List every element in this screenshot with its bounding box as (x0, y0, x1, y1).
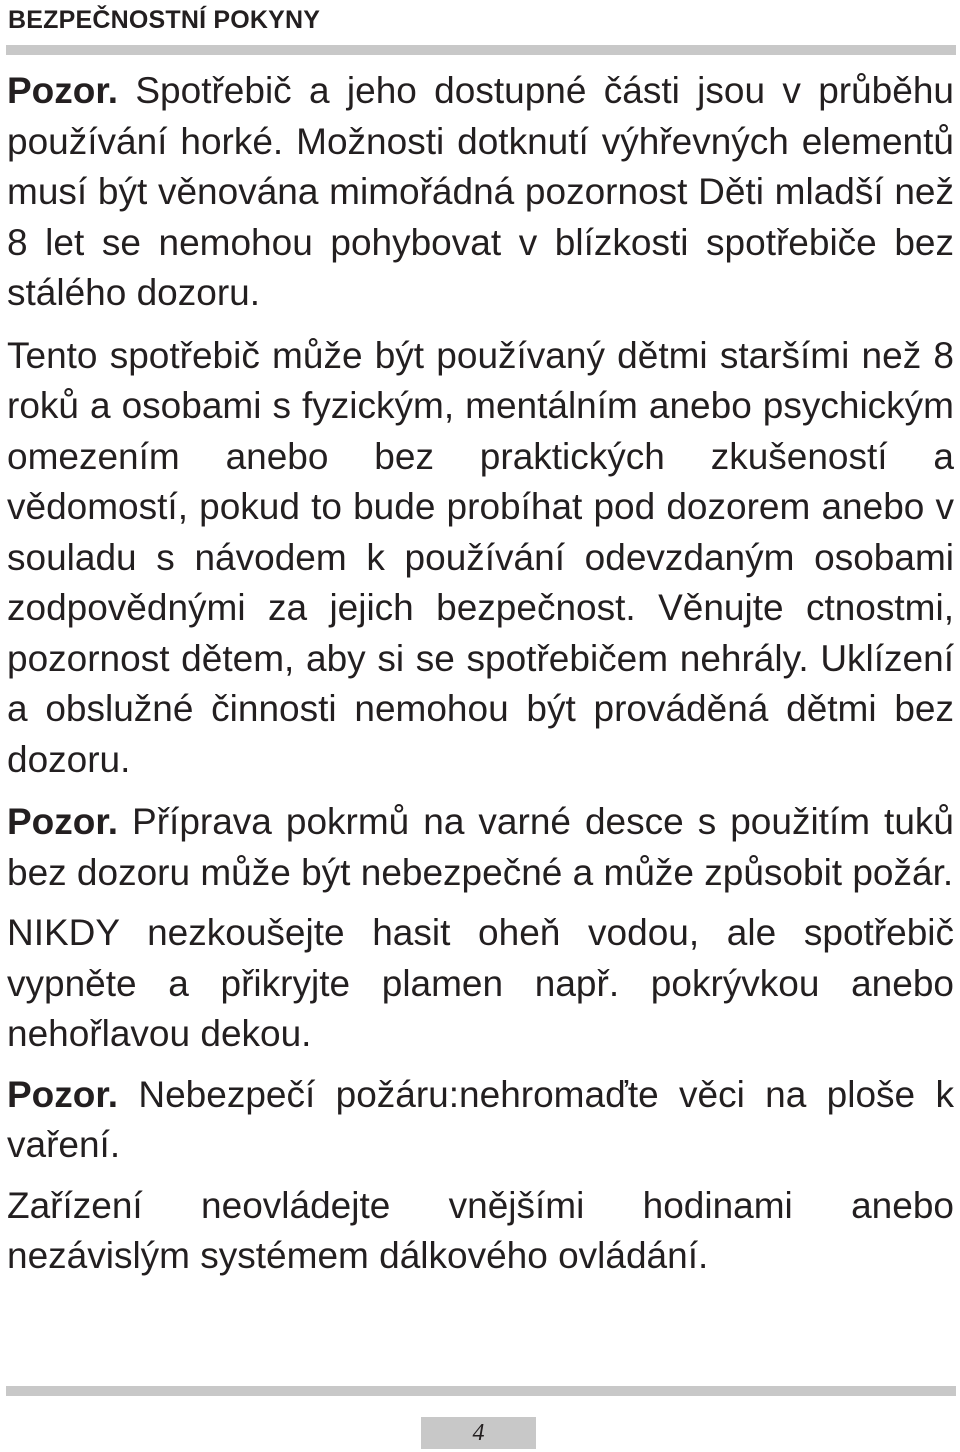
paragraph-remote-control (7, 1181, 954, 1282)
paragraph-hot-parts (7, 66, 954, 319)
paragraph-fat-cooking (7, 797, 954, 898)
header-divider (6, 45, 956, 55)
warning-label: Pozor. (7, 1073, 119, 1115)
paragraph-text: NIKDY nezkoušejte hasit oheň vodou, ale spotřebič vypněte a přikryjte plamen např. pokrývkou anebo nehořlavou dekou. (7, 912, 954, 1054)
footer-divider (6, 1386, 956, 1396)
paragraph-fire-water (7, 908, 954, 1060)
safety-instructions-body (7, 66, 954, 1294)
paragraph-text: Příprava pokrmů na varné desce s použitím tuků bez dozoru může být nebezpečné a může způsobit požár. (7, 801, 954, 893)
paragraph-text: Nebezpečí požáru:nehromaďte věci na ploše k vaření. (7, 1073, 954, 1165)
paragraph-fire-risk (7, 1070, 954, 1171)
paragraph-text: Tento spotřebič může být používaný dětmi staršími než 8 roků a osobami s fyzickým, mentálním anebo psychickým omezením anebo bez praktických zkušeností a vědomostí, pokud to bude probíhat pod dozorem anebo v souladu s návodem k používání odevzdaným osobami zodpovědnými za jejich bezpečnost. Věnujte ctnostmi, pozornost dětem, aby si se spotřebičem nehrály. Uklízení a obslužné činnosti nemohou být prováděná dětmi bez dozoru. (7, 334, 954, 780)
page-number-box (421, 1417, 536, 1449)
page-title: BEZPEČNOSTNÍ POKYNY (8, 6, 321, 34)
warning-label: Pozor. (7, 70, 119, 111)
warning-label: Pozor. (7, 801, 119, 842)
page-number: 4 (472, 1419, 485, 1446)
paragraph-children-usage (7, 331, 954, 786)
paragraph-text: Zařízení neovládejte vnějšími hodinami anebo nezávislým systémem dálkového ovládání. (7, 1184, 954, 1276)
paragraph-text: Spotřebič a jeho dostupné části jsou v průběhu používání horké. Možnosti dotknutí výhřevných elementů musí být věnována mimořádná pozornost Děti mladší než 8 let se nemohou pohybovat v blízkosti spotřebiče bez stálého dozoru. (7, 70, 954, 313)
